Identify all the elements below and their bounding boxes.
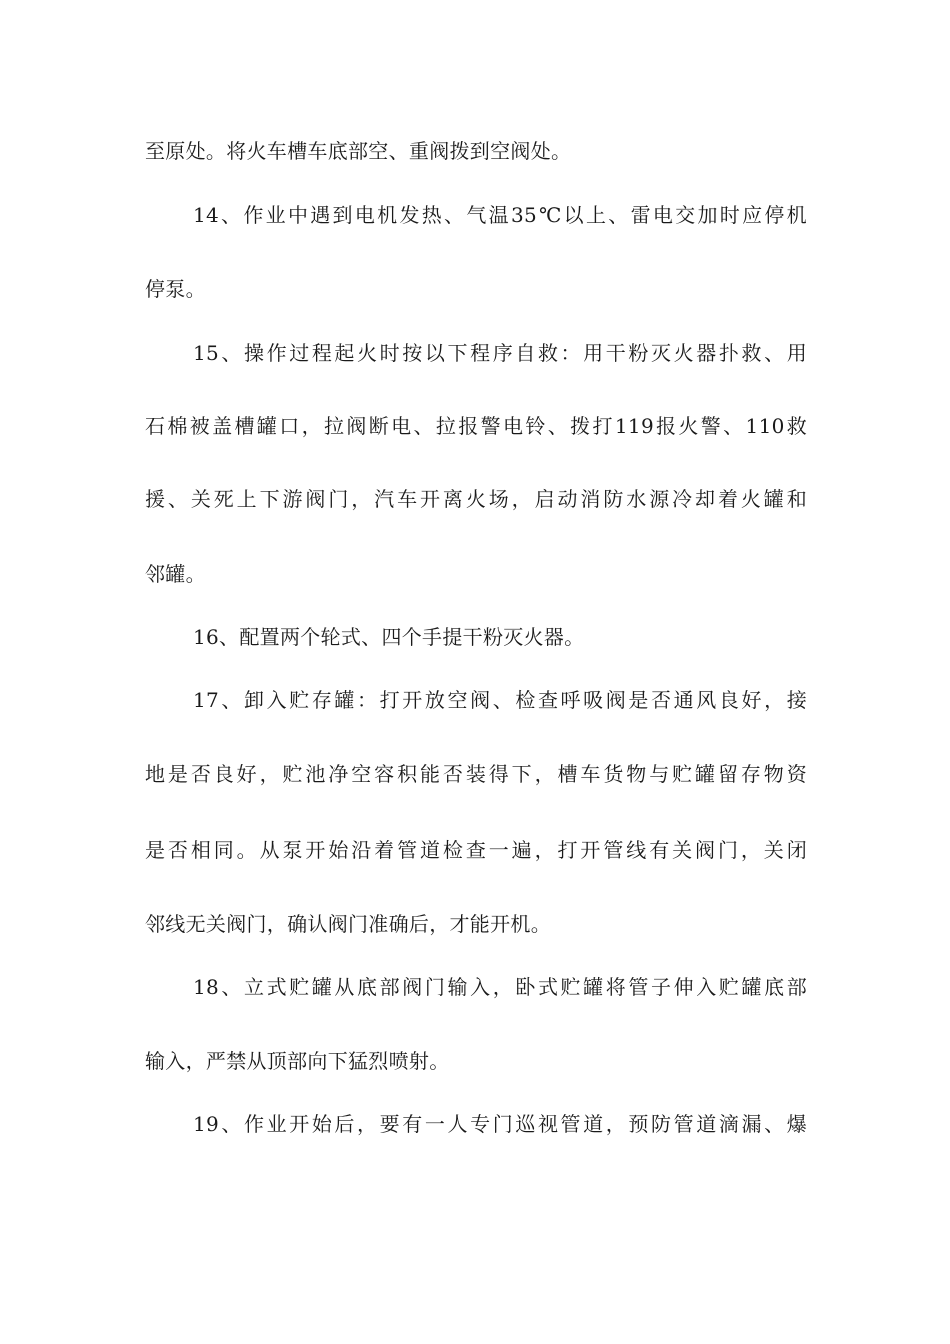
text-line: 邻罐。 — [145, 562, 206, 586]
text-line-item-18: 18、立式贮罐从底部阀门输入，卧式贮罐将管子伸入贮罐底部 — [193, 975, 807, 999]
text-line-item-14: 14、作业中遇到电机发热、气温35℃以上、雷电交加时应停机 — [193, 203, 807, 227]
text-line: 停泵。 — [145, 277, 206, 301]
text-line: 输入，严禁从顶部向下猛烈喷射。 — [145, 1049, 450, 1073]
text-line-item-17: 17、卸入贮存罐：打开放空阀、检查呼吸阀是否通风良好，接 — [193, 688, 807, 712]
text-line: 地是否良好，贮池净空容积能否装得下，槽车货物与贮罐留存物资 — [145, 762, 807, 786]
text-line-item-15: 15、操作过程起火时按以下程序自救：用干粉灭火器扑救、用 — [193, 341, 807, 365]
text-line: 邻线无关阀门，确认阀门准确后，才能开机。 — [145, 912, 551, 936]
text-line: 石棉被盖槽罐口，拉阀断电、拉报警电铃、拨打119报火警、110救 — [145, 414, 807, 438]
text-line-item-19: 19、作业开始后，要有一人专门巡视管道，预防管道滴漏、爆 — [193, 1112, 807, 1136]
text-line: 援、关死上下游阀门，汽车开离火场，启动消防水源冷却着火罐和 — [145, 487, 807, 511]
text-line: 至原处。将火车槽车底部空、重阀拨到空阀处。 — [145, 139, 572, 163]
text-line: 是否相同。从泵开始沿着管道检查一遍，打开管线有关阀门，关闭 — [145, 838, 807, 862]
text-line-item-16: 16、配置两个轮式、四个手提干粉灭火器。 — [193, 625, 585, 649]
